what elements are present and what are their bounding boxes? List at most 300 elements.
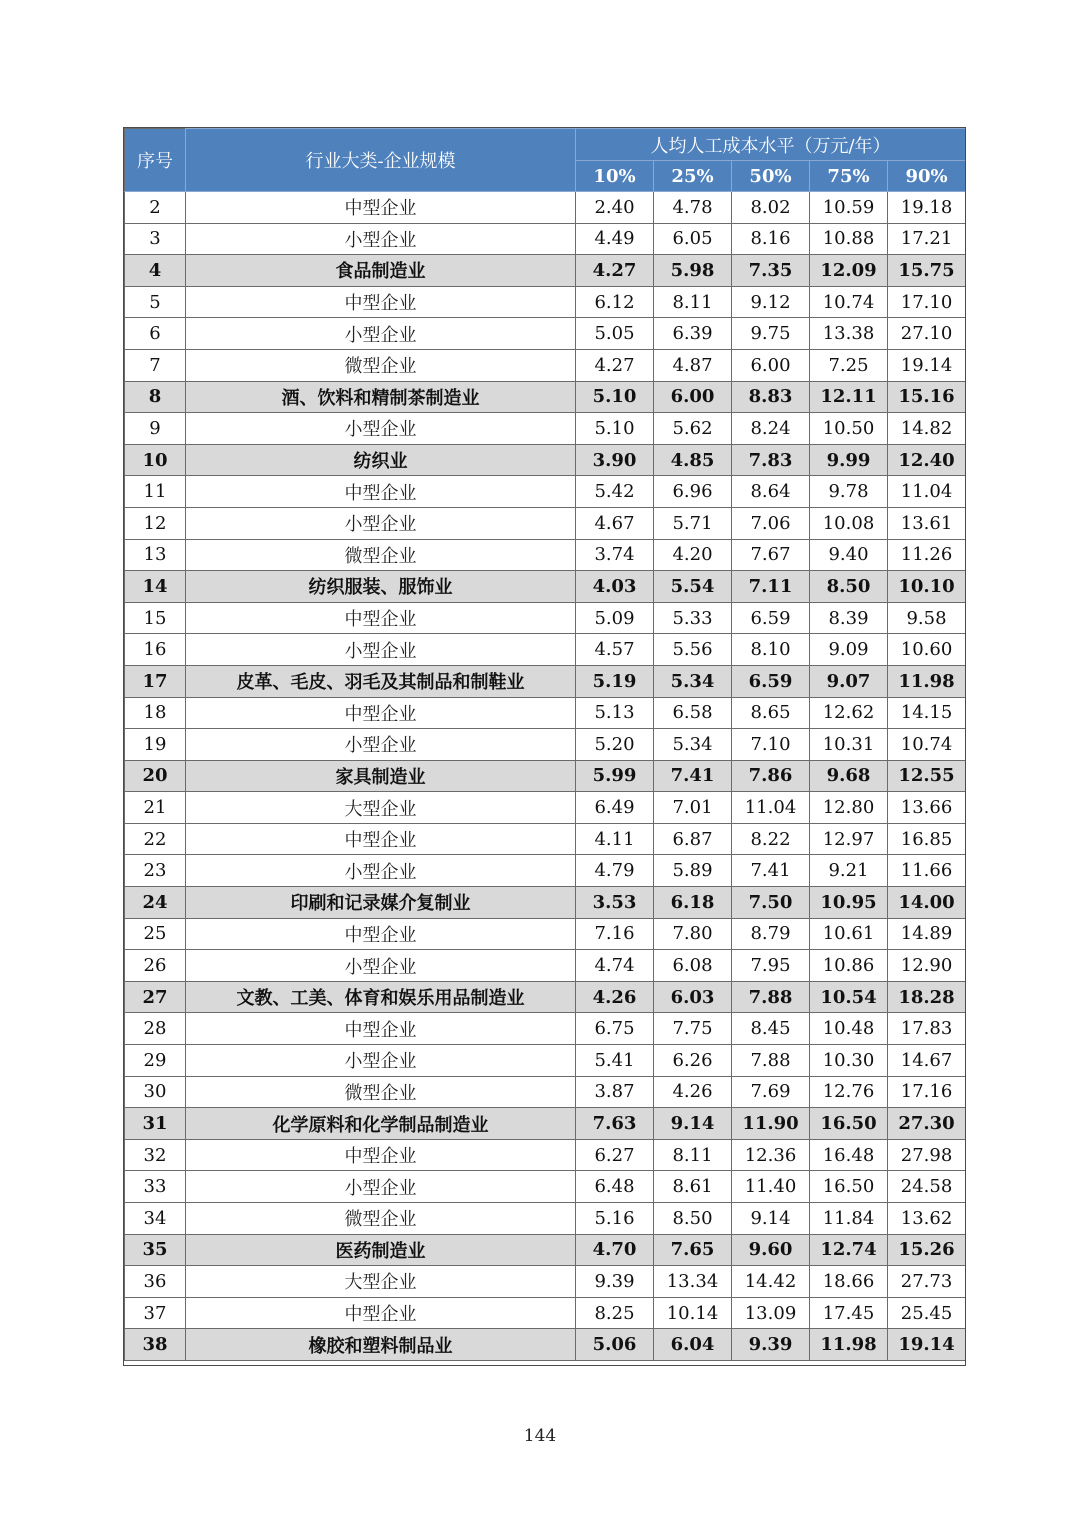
value-p50: 13.09 bbox=[732, 1297, 810, 1329]
header-no: 序号 bbox=[125, 129, 186, 192]
value-p75: 16.48 bbox=[810, 1139, 888, 1171]
value-p50: 8.22 bbox=[732, 823, 810, 855]
value-p90: 24.58 bbox=[888, 1171, 966, 1203]
row-number: 15 bbox=[125, 602, 186, 634]
value-p90: 10.60 bbox=[888, 634, 966, 666]
row-number: 4 bbox=[125, 255, 186, 287]
value-p75: 10.48 bbox=[810, 1013, 888, 1045]
category-row bbox=[125, 665, 966, 697]
row-number: 23 bbox=[125, 855, 186, 887]
row-number: 22 bbox=[125, 823, 186, 855]
value-p10: 4.74 bbox=[576, 950, 654, 982]
value-p75: 10.86 bbox=[810, 950, 888, 982]
value-p10: 4.49 bbox=[576, 223, 654, 255]
value-p25: 5.98 bbox=[654, 255, 732, 287]
row-number: 2 bbox=[125, 192, 186, 224]
value-p90: 13.61 bbox=[888, 507, 966, 539]
value-p75: 10.74 bbox=[810, 286, 888, 318]
value-p10: 4.26 bbox=[576, 981, 654, 1013]
value-p50: 9.14 bbox=[732, 1203, 810, 1235]
value-p25: 5.56 bbox=[654, 634, 732, 666]
value-p50: 8.02 bbox=[732, 192, 810, 224]
labor-cost-table bbox=[124, 128, 966, 1361]
table-row bbox=[125, 476, 966, 508]
table-row bbox=[125, 792, 966, 824]
value-p75: 11.98 bbox=[810, 1329, 888, 1361]
value-p50: 11.04 bbox=[732, 792, 810, 824]
enterprise-scale: 小型企业 bbox=[186, 223, 576, 255]
row-number: 29 bbox=[125, 1045, 186, 1077]
value-p50: 7.35 bbox=[732, 255, 810, 287]
row-number: 3 bbox=[125, 223, 186, 255]
value-p25: 6.26 bbox=[654, 1045, 732, 1077]
value-p10: 5.19 bbox=[576, 665, 654, 697]
table-row bbox=[125, 823, 966, 855]
row-number: 31 bbox=[125, 1108, 186, 1140]
value-p25: 5.33 bbox=[654, 602, 732, 634]
value-p90: 14.00 bbox=[888, 887, 966, 919]
value-p10: 6.27 bbox=[576, 1139, 654, 1171]
value-p10: 5.99 bbox=[576, 760, 654, 792]
industry-name: 文教、工美、体育和娱乐用品制造业 bbox=[186, 981, 576, 1013]
value-p10: 4.79 bbox=[576, 855, 654, 887]
row-number: 35 bbox=[125, 1234, 186, 1266]
value-p10: 7.63 bbox=[576, 1108, 654, 1140]
table-row bbox=[125, 1297, 966, 1329]
category-row bbox=[125, 760, 966, 792]
value-p25: 5.34 bbox=[654, 729, 732, 761]
row-number: 30 bbox=[125, 1076, 186, 1108]
enterprise-scale: 大型企业 bbox=[186, 1266, 576, 1298]
value-p10: 3.87 bbox=[576, 1076, 654, 1108]
enterprise-scale: 小型企业 bbox=[186, 1045, 576, 1077]
enterprise-scale: 中型企业 bbox=[186, 286, 576, 318]
value-p75: 16.50 bbox=[810, 1171, 888, 1203]
table-row bbox=[125, 318, 966, 350]
row-number: 26 bbox=[125, 950, 186, 982]
value-p50: 8.65 bbox=[732, 697, 810, 729]
value-p75: 12.80 bbox=[810, 792, 888, 824]
row-number: 24 bbox=[125, 887, 186, 919]
row-number: 33 bbox=[125, 1171, 186, 1203]
value-p90: 17.21 bbox=[888, 223, 966, 255]
value-p25: 5.89 bbox=[654, 855, 732, 887]
value-p25: 4.26 bbox=[654, 1076, 732, 1108]
enterprise-scale: 小型企业 bbox=[186, 634, 576, 666]
value-p90: 11.04 bbox=[888, 476, 966, 508]
value-p50: 7.88 bbox=[732, 981, 810, 1013]
value-p75: 9.09 bbox=[810, 634, 888, 666]
value-p50: 7.11 bbox=[732, 571, 810, 603]
value-p75: 9.40 bbox=[810, 539, 888, 571]
enterprise-scale: 中型企业 bbox=[186, 918, 576, 950]
value-p75: 10.31 bbox=[810, 729, 888, 761]
value-p25: 6.05 bbox=[654, 223, 732, 255]
value-p90: 27.10 bbox=[888, 318, 966, 350]
enterprise-scale: 小型企业 bbox=[186, 413, 576, 445]
value-p50: 9.60 bbox=[732, 1234, 810, 1266]
value-p50: 8.83 bbox=[732, 381, 810, 413]
value-p25: 7.65 bbox=[654, 1234, 732, 1266]
value-p90: 15.75 bbox=[888, 255, 966, 287]
value-p10: 3.74 bbox=[576, 539, 654, 571]
header-p90: 90% bbox=[888, 161, 966, 192]
value-p10: 5.10 bbox=[576, 381, 654, 413]
value-p25: 9.14 bbox=[654, 1108, 732, 1140]
row-number: 7 bbox=[125, 349, 186, 381]
value-p10: 7.16 bbox=[576, 918, 654, 950]
category-row bbox=[125, 255, 966, 287]
value-p50: 6.00 bbox=[732, 349, 810, 381]
value-p10: 4.27 bbox=[576, 255, 654, 287]
value-p10: 6.75 bbox=[576, 1013, 654, 1045]
value-p90: 11.98 bbox=[888, 665, 966, 697]
value-p75: 8.50 bbox=[810, 571, 888, 603]
value-p90: 18.28 bbox=[888, 981, 966, 1013]
value-p10: 5.41 bbox=[576, 1045, 654, 1077]
value-p25: 10.14 bbox=[654, 1297, 732, 1329]
table-body bbox=[125, 192, 966, 1361]
industry-name: 印刷和记录媒介复制业 bbox=[186, 887, 576, 919]
value-p25: 5.34 bbox=[654, 665, 732, 697]
row-number: 20 bbox=[125, 760, 186, 792]
header-cost-group: 人均人工成本水平（万元/年） bbox=[576, 129, 966, 161]
header-p10: 10% bbox=[576, 161, 654, 192]
industry-name: 食品制造业 bbox=[186, 255, 576, 287]
value-p25: 8.11 bbox=[654, 1139, 732, 1171]
value-p10: 5.06 bbox=[576, 1329, 654, 1361]
value-p25: 7.80 bbox=[654, 918, 732, 950]
industry-name: 纺织服装、服饰业 bbox=[186, 571, 576, 603]
value-p10: 4.70 bbox=[576, 1234, 654, 1266]
enterprise-scale: 中型企业 bbox=[186, 697, 576, 729]
value-p50: 8.10 bbox=[732, 634, 810, 666]
value-p50: 14.42 bbox=[732, 1266, 810, 1298]
value-p90: 17.10 bbox=[888, 286, 966, 318]
value-p75: 12.97 bbox=[810, 823, 888, 855]
header-p50: 50% bbox=[732, 161, 810, 192]
value-p75: 17.45 bbox=[810, 1297, 888, 1329]
value-p50: 11.40 bbox=[732, 1171, 810, 1203]
row-number: 12 bbox=[125, 507, 186, 539]
value-p25: 6.18 bbox=[654, 887, 732, 919]
header-industry-scale: 行业大类-企业规模 bbox=[186, 129, 576, 192]
value-p10: 5.16 bbox=[576, 1203, 654, 1235]
value-p25: 5.62 bbox=[654, 413, 732, 445]
row-number: 27 bbox=[125, 981, 186, 1013]
table-row bbox=[125, 1076, 966, 1108]
value-p25: 6.39 bbox=[654, 318, 732, 350]
value-p50: 9.12 bbox=[732, 286, 810, 318]
value-p25: 8.11 bbox=[654, 286, 732, 318]
enterprise-scale: 微型企业 bbox=[186, 1203, 576, 1235]
value-p75: 10.30 bbox=[810, 1045, 888, 1077]
enterprise-scale: 小型企业 bbox=[186, 507, 576, 539]
value-p90: 16.85 bbox=[888, 823, 966, 855]
value-p75: 12.11 bbox=[810, 381, 888, 413]
value-p10: 5.42 bbox=[576, 476, 654, 508]
value-p10: 4.27 bbox=[576, 349, 654, 381]
value-p90: 12.40 bbox=[888, 444, 966, 476]
value-p75: 10.59 bbox=[810, 192, 888, 224]
value-p75: 9.99 bbox=[810, 444, 888, 476]
value-p50: 8.79 bbox=[732, 918, 810, 950]
value-p50: 7.50 bbox=[732, 887, 810, 919]
value-p75: 10.08 bbox=[810, 507, 888, 539]
table-row bbox=[125, 697, 966, 729]
value-p75: 12.62 bbox=[810, 697, 888, 729]
value-p25: 4.20 bbox=[654, 539, 732, 571]
row-number: 34 bbox=[125, 1203, 186, 1235]
value-p90: 25.45 bbox=[888, 1297, 966, 1329]
table-row bbox=[125, 192, 966, 224]
value-p50: 7.69 bbox=[732, 1076, 810, 1108]
enterprise-scale: 中型企业 bbox=[186, 192, 576, 224]
value-p50: 11.90 bbox=[732, 1108, 810, 1140]
category-row bbox=[125, 571, 966, 603]
value-p75: 9.68 bbox=[810, 760, 888, 792]
value-p25: 7.01 bbox=[654, 792, 732, 824]
row-number: 25 bbox=[125, 918, 186, 950]
value-p10: 4.11 bbox=[576, 823, 654, 855]
value-p90: 15.26 bbox=[888, 1234, 966, 1266]
value-p25: 6.03 bbox=[654, 981, 732, 1013]
category-row bbox=[125, 381, 966, 413]
value-p75: 16.50 bbox=[810, 1108, 888, 1140]
value-p10: 3.90 bbox=[576, 444, 654, 476]
category-row bbox=[125, 1108, 966, 1140]
row-number: 17 bbox=[125, 665, 186, 697]
table-row bbox=[125, 1013, 966, 1045]
value-p50: 9.39 bbox=[732, 1329, 810, 1361]
value-p50: 7.88 bbox=[732, 1045, 810, 1077]
value-p75: 12.74 bbox=[810, 1234, 888, 1266]
value-p25: 4.85 bbox=[654, 444, 732, 476]
value-p90: 19.14 bbox=[888, 349, 966, 381]
value-p75: 7.25 bbox=[810, 349, 888, 381]
table-row bbox=[125, 539, 966, 571]
row-number: 6 bbox=[125, 318, 186, 350]
row-number: 28 bbox=[125, 1013, 186, 1045]
value-p10: 5.09 bbox=[576, 602, 654, 634]
enterprise-scale: 中型企业 bbox=[186, 476, 576, 508]
table-row bbox=[125, 950, 966, 982]
table-header bbox=[125, 129, 966, 192]
value-p10: 4.03 bbox=[576, 571, 654, 603]
category-row bbox=[125, 1329, 966, 1361]
table-row bbox=[125, 1171, 966, 1203]
value-p10: 8.25 bbox=[576, 1297, 654, 1329]
value-p10: 6.48 bbox=[576, 1171, 654, 1203]
category-row bbox=[125, 887, 966, 919]
enterprise-scale: 微型企业 bbox=[186, 1076, 576, 1108]
table-row bbox=[125, 634, 966, 666]
table-row bbox=[125, 729, 966, 761]
value-p50: 7.10 bbox=[732, 729, 810, 761]
value-p50: 8.16 bbox=[732, 223, 810, 255]
value-p10: 5.13 bbox=[576, 697, 654, 729]
value-p75: 18.66 bbox=[810, 1266, 888, 1298]
value-p75: 12.76 bbox=[810, 1076, 888, 1108]
enterprise-scale: 小型企业 bbox=[186, 1171, 576, 1203]
value-p10: 5.05 bbox=[576, 318, 654, 350]
value-p25: 5.71 bbox=[654, 507, 732, 539]
value-p50: 8.24 bbox=[732, 413, 810, 445]
row-number: 13 bbox=[125, 539, 186, 571]
enterprise-scale: 小型企业 bbox=[186, 729, 576, 761]
value-p25: 6.58 bbox=[654, 697, 732, 729]
page-number: 144 bbox=[523, 1426, 557, 1446]
value-p75: 12.09 bbox=[810, 255, 888, 287]
table-row bbox=[125, 1045, 966, 1077]
value-p75: 10.54 bbox=[810, 981, 888, 1013]
industry-name: 医药制造业 bbox=[186, 1234, 576, 1266]
row-number: 10 bbox=[125, 444, 186, 476]
enterprise-scale: 中型企业 bbox=[186, 1013, 576, 1045]
table-row bbox=[125, 1203, 966, 1235]
enterprise-scale: 小型企业 bbox=[186, 950, 576, 982]
row-number: 32 bbox=[125, 1139, 186, 1171]
value-p50: 7.06 bbox=[732, 507, 810, 539]
value-p50: 7.95 bbox=[732, 950, 810, 982]
value-p75: 11.84 bbox=[810, 1203, 888, 1235]
value-p90: 12.55 bbox=[888, 760, 966, 792]
value-p25: 6.96 bbox=[654, 476, 732, 508]
value-p50: 8.64 bbox=[732, 476, 810, 508]
value-p10: 5.10 bbox=[576, 413, 654, 445]
value-p90: 19.18 bbox=[888, 192, 966, 224]
value-p50: 6.59 bbox=[732, 665, 810, 697]
table-row bbox=[125, 286, 966, 318]
header-p75: 75% bbox=[810, 161, 888, 192]
value-p90: 10.10 bbox=[888, 571, 966, 603]
value-p25: 8.50 bbox=[654, 1203, 732, 1235]
value-p25: 6.04 bbox=[654, 1329, 732, 1361]
value-p10: 9.39 bbox=[576, 1266, 654, 1298]
value-p50: 7.83 bbox=[732, 444, 810, 476]
row-number: 37 bbox=[125, 1297, 186, 1329]
category-row bbox=[125, 444, 966, 476]
row-number: 36 bbox=[125, 1266, 186, 1298]
industry-name: 酒、饮料和精制茶制造业 bbox=[186, 381, 576, 413]
value-p50: 6.59 bbox=[732, 602, 810, 634]
value-p10: 2.40 bbox=[576, 192, 654, 224]
value-p90: 19.14 bbox=[888, 1329, 966, 1361]
value-p50: 7.41 bbox=[732, 855, 810, 887]
row-number: 11 bbox=[125, 476, 186, 508]
value-p50: 9.75 bbox=[732, 318, 810, 350]
value-p75: 9.07 bbox=[810, 665, 888, 697]
value-p90: 14.15 bbox=[888, 697, 966, 729]
row-number: 18 bbox=[125, 697, 186, 729]
row-number: 5 bbox=[125, 286, 186, 318]
row-number: 14 bbox=[125, 571, 186, 603]
value-p90: 17.16 bbox=[888, 1076, 966, 1108]
enterprise-scale: 小型企业 bbox=[186, 318, 576, 350]
value-p10: 4.67 bbox=[576, 507, 654, 539]
value-p90: 27.73 bbox=[888, 1266, 966, 1298]
table-row bbox=[125, 1266, 966, 1298]
table-row bbox=[125, 507, 966, 539]
value-p90: 27.98 bbox=[888, 1139, 966, 1171]
industry-name: 家具制造业 bbox=[186, 760, 576, 792]
value-p50: 12.36 bbox=[732, 1139, 810, 1171]
table-row bbox=[125, 918, 966, 950]
value-p90: 27.30 bbox=[888, 1108, 966, 1140]
row-number: 21 bbox=[125, 792, 186, 824]
value-p75: 9.78 bbox=[810, 476, 888, 508]
value-p75: 9.21 bbox=[810, 855, 888, 887]
value-p25: 7.75 bbox=[654, 1013, 732, 1045]
value-p25: 4.78 bbox=[654, 192, 732, 224]
enterprise-scale: 中型企业 bbox=[186, 602, 576, 634]
value-p25: 6.08 bbox=[654, 950, 732, 982]
enterprise-scale: 微型企业 bbox=[186, 539, 576, 571]
value-p50: 7.67 bbox=[732, 539, 810, 571]
value-p90: 9.58 bbox=[888, 602, 966, 634]
industry-name: 橡胶和塑料制品业 bbox=[186, 1329, 576, 1361]
value-p90: 14.67 bbox=[888, 1045, 966, 1077]
enterprise-scale: 中型企业 bbox=[186, 1139, 576, 1171]
value-p75: 10.61 bbox=[810, 918, 888, 950]
value-p75: 10.50 bbox=[810, 413, 888, 445]
value-p90: 11.66 bbox=[888, 855, 966, 887]
category-row bbox=[125, 981, 966, 1013]
row-number: 16 bbox=[125, 634, 186, 666]
value-p10: 6.49 bbox=[576, 792, 654, 824]
value-p10: 6.12 bbox=[576, 286, 654, 318]
table-row bbox=[125, 855, 966, 887]
table-row bbox=[125, 223, 966, 255]
value-p75: 8.39 bbox=[810, 602, 888, 634]
industry-name: 皮革、毛皮、羽毛及其制品和制鞋业 bbox=[186, 665, 576, 697]
value-p50: 8.45 bbox=[732, 1013, 810, 1045]
value-p90: 15.16 bbox=[888, 381, 966, 413]
enterprise-scale: 小型企业 bbox=[186, 855, 576, 887]
value-p25: 5.54 bbox=[654, 571, 732, 603]
table-row bbox=[125, 349, 966, 381]
row-number: 9 bbox=[125, 413, 186, 445]
table-row bbox=[125, 1139, 966, 1171]
value-p25: 7.41 bbox=[654, 760, 732, 792]
value-p75: 13.38 bbox=[810, 318, 888, 350]
value-p90: 17.83 bbox=[888, 1013, 966, 1045]
value-p90: 13.62 bbox=[888, 1203, 966, 1235]
value-p10: 4.57 bbox=[576, 634, 654, 666]
value-p10: 5.20 bbox=[576, 729, 654, 761]
value-p25: 6.87 bbox=[654, 823, 732, 855]
enterprise-scale: 中型企业 bbox=[186, 1297, 576, 1329]
row-number: 38 bbox=[125, 1329, 186, 1361]
table-row bbox=[125, 413, 966, 445]
value-p25: 6.00 bbox=[654, 381, 732, 413]
value-p90: 14.89 bbox=[888, 918, 966, 950]
value-p90: 14.82 bbox=[888, 413, 966, 445]
value-p25: 4.87 bbox=[654, 349, 732, 381]
value-p75: 10.88 bbox=[810, 223, 888, 255]
value-p25: 8.61 bbox=[654, 1171, 732, 1203]
category-row bbox=[125, 1234, 966, 1266]
value-p90: 13.66 bbox=[888, 792, 966, 824]
row-number: 8 bbox=[125, 381, 186, 413]
value-p75: 10.95 bbox=[810, 887, 888, 919]
table-row bbox=[125, 602, 966, 634]
enterprise-scale: 大型企业 bbox=[186, 792, 576, 824]
value-p90: 10.74 bbox=[888, 729, 966, 761]
header-p25: 25% bbox=[654, 161, 732, 192]
value-p90: 11.26 bbox=[888, 539, 966, 571]
row-number: 19 bbox=[125, 729, 186, 761]
